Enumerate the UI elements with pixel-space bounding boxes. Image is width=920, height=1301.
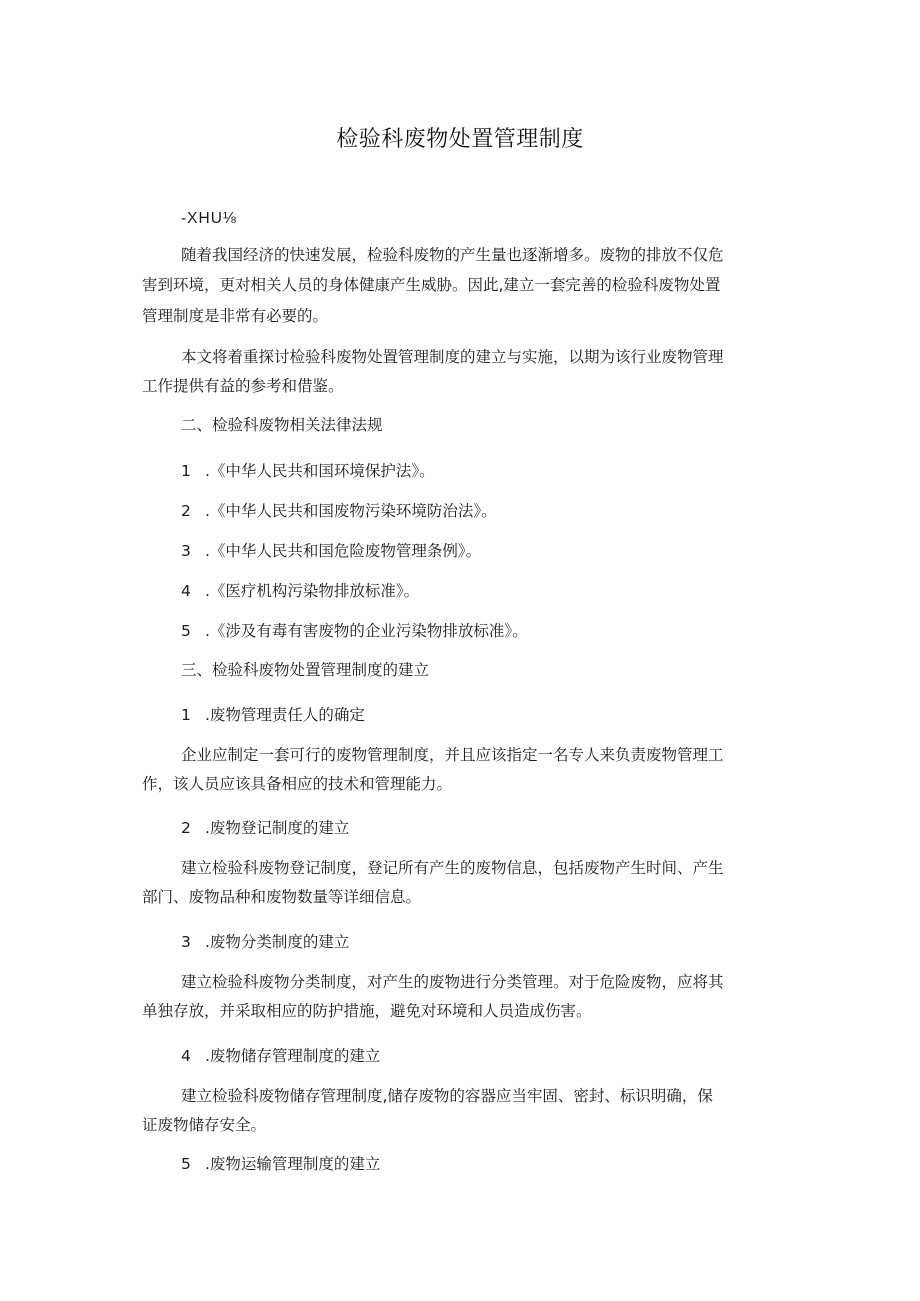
law-item-text: .《中华人民共和国环境保护法》。 (205, 462, 435, 480)
law-item-number: 5 (181, 622, 191, 640)
section-heading: 二、检验科废物相关法律法规 (181, 416, 383, 434)
subsection-title-text: .废物登记制度的建立 (205, 819, 350, 837)
subsection-number: 1 (181, 706, 191, 724)
subsection-title (181, 1042, 821, 1071)
law-item (181, 537, 821, 566)
law-item-text: .《涉及有毒有害废物的企业污染物排放标准》。 (205, 622, 528, 640)
section-heading: 三、检验科废物处置管理制度的建立 (181, 661, 430, 679)
body-line: 证废物储存安全。 (142, 1116, 267, 1134)
law-item-number: 2 (181, 502, 191, 520)
body-line: 建立检验科废物登记制度，登记所有产生的废物信息，包括废物产生时间、产生 (181, 859, 724, 877)
body-line: 建立检验科废物分类制度，对产生的废物进行分类管理。对于危险废物，应将其 (181, 973, 724, 991)
body-line: 作，该人员应该具备相应的技术和管理能力。 (142, 775, 453, 793)
subsection-title (181, 814, 821, 843)
law-item (181, 617, 821, 646)
law-item-number: 4 (181, 582, 191, 600)
law-item-number: 3 (181, 542, 191, 560)
body-line: 建立检验科废物储存管理制度,储存废物的容器应当牢固、密封、标识明确，保 (181, 1087, 713, 1105)
intro-line: 管理制度是非常有必要的。 (142, 307, 329, 325)
body-line: 单独存放，并采取相应的防护措施，避免对环境和人员造成伤害。 (142, 1002, 592, 1020)
subsection-title (181, 701, 821, 730)
law-item (181, 577, 821, 606)
subsection-title-text: .废物分类制度的建立 (205, 933, 350, 951)
subsection-number: 3 (181, 933, 191, 951)
subsection-number: 4 (181, 1047, 191, 1065)
law-item-text: .《医疗机构污染物排放标准》。 (205, 582, 420, 600)
subsection-number: 5 (181, 1155, 191, 1173)
signature-text: -XHU⅛ (181, 210, 237, 227)
body-line: 企业应制定一套可行的废物管理制度，并且应该指定一名专人来负责废物管理工 (181, 746, 724, 764)
body-line: 部门、废物品种和废物数量等详细信息。 (142, 888, 422, 906)
purpose-line: 本文将着重探讨检验科废物处置管理制度的建立与实施，以期为该行业废物管理 (181, 348, 724, 366)
subsection-title-text: .废物运输管理制度的建立 (205, 1155, 381, 1173)
subsection-number: 2 (181, 819, 191, 837)
purpose-line: 工作提供有益的参考和借鉴。 (142, 377, 344, 395)
intro-line: 害到环境，更对相关人员的身体健康产生威胁。因此,建立一套完善的检验科废物处置 (142, 276, 721, 294)
subsection-title-text: .废物储存管理制度的建立 (205, 1047, 381, 1065)
document-title: 检验科废物处置管理制度 (336, 127, 584, 152)
law-item (181, 497, 821, 526)
intro-line: 随着我国经济的快速发展，检验科废物的产生量也逐渐增多。废物的排放不仅危 (181, 246, 724, 264)
law-item-number: 1 (181, 462, 191, 480)
law-item-text: .《中华人民共和国废物污染环境防治法》。 (205, 502, 497, 520)
subsection-title (181, 928, 821, 957)
subsection-title-text: .废物管理责任人的确定 (205, 706, 365, 724)
law-item (181, 457, 821, 486)
subsection-title (181, 1150, 821, 1179)
law-item-text: .《中华人民共和国危险废物管理条例》。 (205, 542, 482, 560)
